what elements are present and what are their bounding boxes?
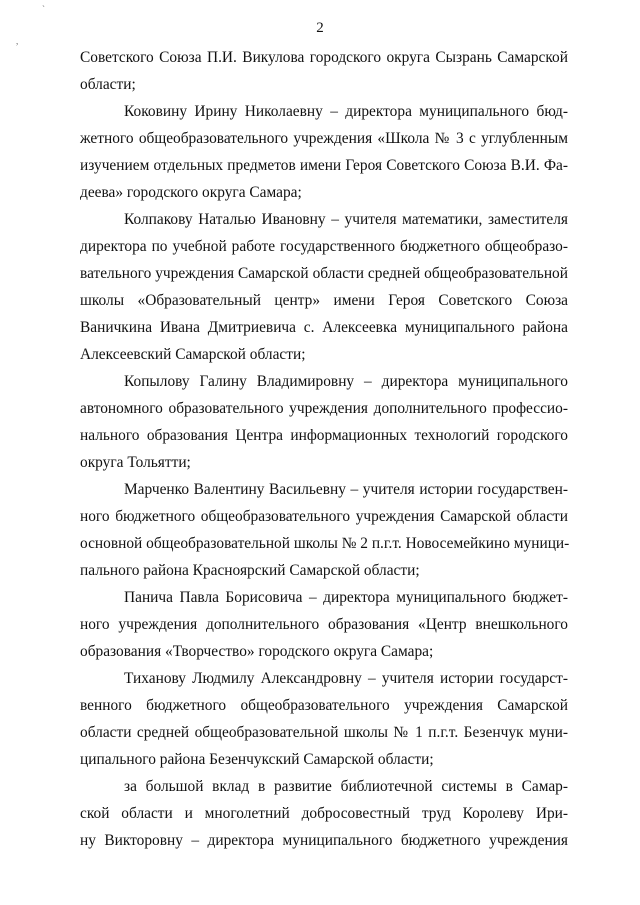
scan-mark: ` (42, 4, 45, 14)
paragraph (80, 584, 568, 665)
paragraph (80, 44, 568, 98)
paragraph (80, 665, 568, 773)
text-line: нального образования Центра информационных технологий городского (80, 427, 568, 444)
text-line: Марченко Валентину Васильевну – учителя истории государствен- (124, 481, 568, 498)
text-line: венного бюджетного общеобразовательного учреждения Самарской (80, 697, 568, 714)
text-line: области средней общеобразовательной школы № 1 п.г.т. Безенчук муни- (80, 724, 568, 741)
text-line: школы «Образовательный центр» имени Героя Советского Союза (80, 292, 568, 309)
text-line: Советского Союза П.И. Викулова городского округа Сызрань Самарской (80, 49, 568, 66)
text-line: изучением отдельных предметов имени Героя Советского Союза В.И. Фа- (80, 157, 568, 174)
text-line: области; (80, 76, 136, 93)
paragraph (80, 206, 568, 368)
paragraph (80, 476, 568, 584)
text-line: ципального района Безенчукский Самарской области; (80, 751, 434, 768)
text-line: Панича Павла Борисовича – директора муниципального бюджет- (124, 589, 568, 606)
text-line: Копылову Галину Владимировну – директора муниципального (124, 373, 568, 390)
text-line: деева» городского округа Самара; (80, 184, 302, 201)
text-line: пального района Красноярский Самарской области; (80, 562, 420, 579)
paragraph (80, 98, 568, 206)
text-line: Алексеевский Самарской области; (80, 346, 306, 363)
text-line: ну Викторовну – директора муниципального бюджетного учреждения (80, 832, 568, 849)
document-body (80, 44, 568, 854)
text-line: округа Тольятти; (80, 454, 191, 471)
paragraph (80, 773, 568, 854)
text-line: за большой вклад в развитие библиотечной системы в Самар- (124, 778, 568, 795)
text-line: Колпакову Наталью Ивановну – учителя математики, заместителя (124, 211, 568, 228)
text-line: вательного учреждения Самарской области средней общеобразовательной (80, 265, 568, 282)
text-line: автономного образовательного учреждения дополнительного профессио- (80, 400, 568, 417)
text-line: основной общеобразовательной школы № 2 п.г.т. Новосемейкино муници- (80, 535, 570, 552)
scan-mark: , (16, 36, 19, 46)
text-line: Ваничкина Ивана Дмитриевича с. Алексеевка муниципального района (80, 319, 568, 336)
paragraph (80, 368, 568, 476)
text-line: Коковину Ирину Николаевну – директора муниципального бюд- (124, 103, 568, 120)
text-line: ного бюджетного общеобразовательного учреждения Самарской области (80, 508, 568, 525)
text-line: Тиханову Людмилу Александровну – учителя истории государст- (124, 670, 568, 687)
text-line: образования «Творчество» городского округа Самара; (80, 643, 434, 660)
text-line: ного учреждения дополнительного образования «Центр внешкольного (80, 616, 568, 633)
page-number: 2 (316, 20, 324, 36)
text-line: жетного общеобразовательного учреждения «Школа № 3 с углубленным (80, 130, 568, 147)
text-line: ской области и многолетний добросовестный труд Королеву Ири- (80, 805, 568, 822)
text-line: директора по учебной работе государственного бюджетного общеобразо- (80, 238, 568, 255)
